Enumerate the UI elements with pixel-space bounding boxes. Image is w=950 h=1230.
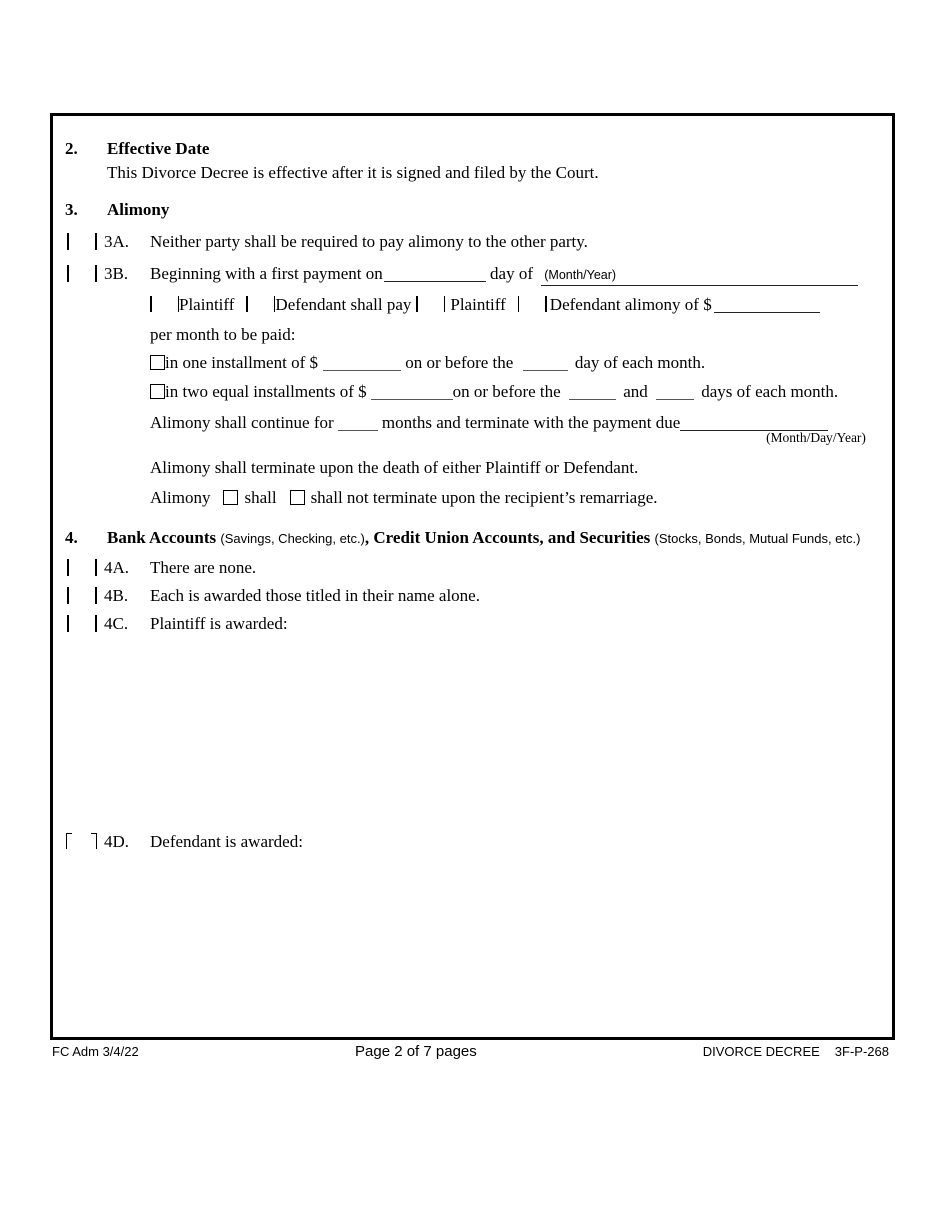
item-4b-label: 4B. [104,586,129,605]
section-2-number: 2. [65,139,78,158]
checkbox-4c[interactable] [67,615,97,632]
item-3a-text: Neither party shall be required to pay alimony to the other party. [150,232,588,251]
item-3b-row [0,264,950,284]
alimony-death-row [0,458,950,478]
item-4a-row [0,558,950,578]
two-installments-mid: on or before the [452,382,561,401]
footer-form-number: FC Adm 3/4/22 [52,1044,139,1059]
checkbox-3b[interactable] [67,265,97,282]
alimony-remarriage-row [0,488,950,508]
first-payment-day-blank[interactable] [384,268,486,282]
checkbox-4a[interactable] [67,559,97,576]
section-4-number: 4. [65,528,78,547]
item-4c-label: 4C. [104,614,129,633]
two-installments-day2-blank[interactable] [656,386,694,400]
two-installments-row [0,382,950,402]
footer-document-title [703,1044,889,1059]
footer-title-text: DIVORCE DECREE [702,1044,820,1059]
item-3b-parties-row [0,295,950,315]
first-payment-monthyear-blank[interactable] [541,264,858,286]
section-3-heading [0,200,950,220]
checkbox-3a[interactable] [67,233,97,250]
section-2-title: Effective Date [107,139,210,158]
checkbox-plaintiff-payor[interactable] [150,296,179,312]
checkbox-plaintiff-payee[interactable] [416,296,445,312]
termination-date-blank[interactable] [680,417,828,431]
two-installments-amount-blank[interactable] [371,386,453,400]
section-2-body-row [0,163,950,183]
item-4b-row [0,586,950,606]
one-installment-pre: in one installment of $ [165,353,318,372]
month-day-year-hint: (Month/Day/Year) [766,430,866,445]
footer-form-code: 3F-P-268 [834,1044,889,1059]
remarriage-shall-not: shall not terminate upon the recipient’s remarriage. [310,488,658,507]
item-4a-text: There are none. [150,558,257,577]
section-4-heading [0,528,950,548]
two-installments-pre: in two equal installments of $ [165,382,367,401]
checkbox-two-installments[interactable] [150,384,165,399]
one-installment-post: day of each month. [574,353,706,372]
footer-page-number: Page 2 of 7 pages [355,1043,477,1060]
item-3b-line1 [150,264,858,286]
item-3b-label: 3B. [104,264,129,283]
section-3-title: Alimony [107,200,170,219]
item-4a-label: 4A. [104,558,130,577]
alimony-remarriage-line [150,488,658,507]
checkbox-4b[interactable] [67,587,97,604]
item-4d-text: Defendant is awarded: [150,832,303,851]
item-3b-parties [150,295,820,314]
checkbox-shall[interactable] [223,490,238,505]
section-4-hint-1: (Savings, Checking, etc.) [220,531,365,546]
section-4-title-bold-2: , Credit Union Accounts, and Securities [364,528,651,547]
section-2-body: This Divorce Decree is effective after it is signed and filed by the Court. [107,163,599,182]
item-3a-row [0,232,950,252]
two-installments-post: days of each month. [701,382,839,401]
month-year-hint: (Month/Year) [544,268,617,282]
section-4-title [107,528,860,548]
section-4-hint-2: (Stocks, Bonds, Mutual Funds, etc.) [654,531,861,546]
section-4-title-bold-1: Bank Accounts [107,528,217,547]
checkbox-shall-not[interactable] [290,490,305,505]
one-installment-line [150,353,705,372]
remarriage-pre: Alimony [150,488,211,507]
one-installment-mid: on or before the [405,353,514,372]
per-month-row [0,325,950,345]
alimony-continue-line [150,413,828,432]
section-3-number: 3. [65,200,78,219]
two-installments-line [150,382,838,401]
item-4c-row [0,614,950,634]
continue-mid: months and terminate with the payment due [381,413,681,432]
item-4c-text: Plaintiff is awarded: [150,614,288,633]
item-4d-label: 4D. [104,832,130,851]
one-installment-day-blank[interactable] [523,357,568,371]
one-installment-row [0,353,950,373]
defendant-payor-label: Defendant shall pay [275,295,412,314]
checkbox-defendant-payee[interactable] [518,296,547,312]
plaintiff-payor-label: Plaintiff [179,295,235,314]
checkbox-4d[interactable] [66,833,97,849]
alimony-death-text: Alimony shall terminate upon the death of either Plaintiff or Defendant. [150,458,639,477]
two-installments-and: and [623,382,648,401]
defendant-payee-label: Defendant alimony of $ [549,295,712,314]
continue-pre: Alimony shall continue for [150,413,334,432]
alimony-amount-blank[interactable] [714,299,820,313]
two-installments-day1-blank[interactable] [569,386,616,400]
checkbox-one-installment[interactable] [150,355,165,370]
item-4d-row [0,832,950,852]
one-installment-amount-blank[interactable] [323,357,401,371]
per-month-text: per month to be paid: [150,325,296,344]
item-3a-label: 3A. [104,232,130,251]
remarriage-shall: shall [244,488,277,507]
plaintiff-payee-label: Plaintiff [450,295,506,314]
checkbox-defendant-payor[interactable] [246,296,275,312]
alimony-months-blank[interactable] [338,417,378,431]
item-4b-text: Each is awarded those titled in their name alone. [150,586,480,605]
payment-pre-text: Beginning with a first payment on [150,264,383,283]
payment-mid-text: day of [490,264,533,283]
section-2-heading [0,139,950,159]
